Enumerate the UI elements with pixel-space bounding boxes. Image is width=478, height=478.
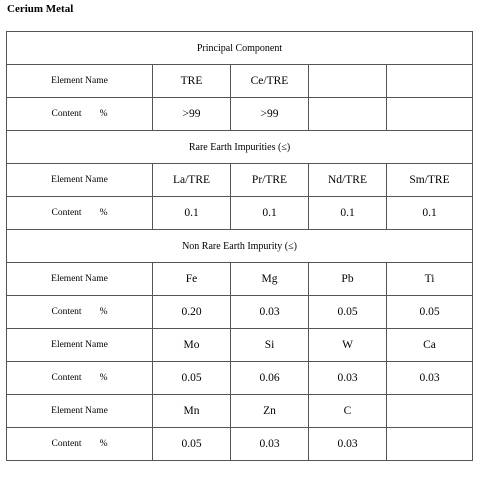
table-row [7, 329, 473, 362]
table-cell [309, 98, 387, 131]
table-cell: C [309, 395, 387, 428]
table-cell: 0.1 [309, 197, 387, 230]
table-row [7, 197, 473, 230]
table-cell: Mg [231, 263, 309, 296]
table-row [7, 98, 473, 131]
table-cell: >99 [153, 98, 231, 131]
table-cell: Ce/TRE [231, 65, 309, 98]
table-row [7, 164, 473, 197]
table-cell: Mn [153, 395, 231, 428]
table-cell: Fe [153, 263, 231, 296]
table-cell: 0.06 [231, 362, 309, 395]
section-header-row [7, 230, 473, 263]
row-label-cell [7, 428, 153, 461]
section-header-row [7, 32, 473, 65]
row-label-cell [7, 362, 153, 395]
table-row [7, 65, 473, 98]
table-cell: Pr/TRE [231, 164, 309, 197]
table-cell: Si [231, 329, 309, 362]
table-cell: 0.03 [231, 296, 309, 329]
unit-label: % [99, 439, 108, 449]
table-cell [387, 65, 473, 98]
table-cell: 0.03 [309, 428, 387, 461]
table-cell: 0.03 [231, 428, 309, 461]
table-cell: La/TRE [153, 164, 231, 197]
row-label: Content [51, 208, 82, 218]
table-cell: >99 [231, 98, 309, 131]
table-cell: 0.05 [309, 296, 387, 329]
table-cell: Pb [309, 263, 387, 296]
table-cell: Ti [387, 263, 473, 296]
row-label: Content [51, 109, 82, 119]
table-cell: 0.1 [153, 197, 231, 230]
unit-label: % [99, 373, 108, 383]
row-label: Element Name [7, 329, 153, 362]
unit-label: % [99, 208, 108, 218]
row-label: Content [51, 307, 82, 317]
section-heading: Non Rare Earth Impurity (≤) [7, 230, 473, 263]
table-row [7, 263, 473, 296]
table-cell: 0.05 [153, 362, 231, 395]
table-cell: Nd/TRE [309, 164, 387, 197]
table-row [7, 362, 473, 395]
unit-label: % [99, 109, 108, 119]
table-row [7, 296, 473, 329]
table-cell [387, 395, 473, 428]
table-cell: 0.05 [153, 428, 231, 461]
table-cell [387, 98, 473, 131]
table-row [7, 395, 473, 428]
table-cell [387, 428, 473, 461]
row-label-cell [7, 98, 153, 131]
table-cell: 0.05 [387, 296, 473, 329]
section-heading: Rare Earth Impurities (≤) [7, 131, 473, 164]
document-title: Cerium Metal [7, 3, 74, 15]
unit-label: % [99, 307, 108, 317]
table-cell [309, 65, 387, 98]
table-cell: TRE [153, 65, 231, 98]
table-cell: 0.1 [231, 197, 309, 230]
row-label: Content [51, 439, 82, 449]
table-cell: 0.1 [387, 197, 473, 230]
table-cell: W [309, 329, 387, 362]
table-cell: Sm/TRE [387, 164, 473, 197]
table-cell: 0.20 [153, 296, 231, 329]
section-heading: Principal Component [7, 32, 473, 65]
row-label-cell [7, 197, 153, 230]
composition-table [6, 31, 473, 461]
row-label: Element Name [7, 164, 153, 197]
table-cell: Mo [153, 329, 231, 362]
table-cell: Zn [231, 395, 309, 428]
section-header-row [7, 131, 473, 164]
table-cell: 0.03 [309, 362, 387, 395]
table-row [7, 428, 473, 461]
table-cell: Ca [387, 329, 473, 362]
row-label: Element Name [7, 65, 153, 98]
row-label-cell [7, 296, 153, 329]
row-label: Element Name [7, 395, 153, 428]
row-label: Element Name [7, 263, 153, 296]
table-cell: 0.03 [387, 362, 473, 395]
row-label: Content [51, 373, 82, 383]
